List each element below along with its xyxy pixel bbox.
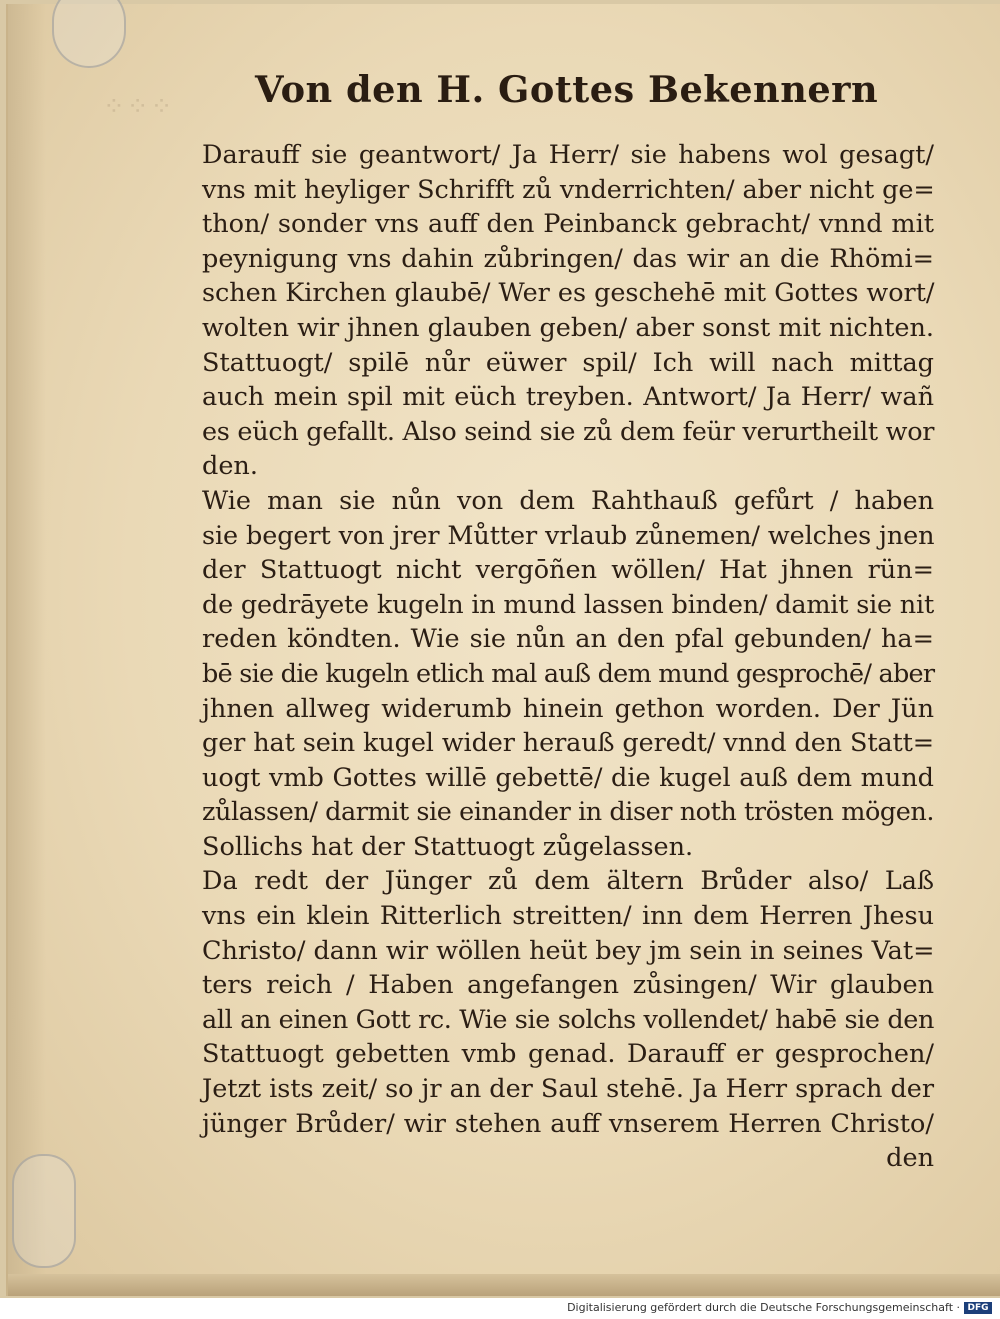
text-line: wolten wir jhnen glauben geben/ aber sonst mit nichten. xyxy=(202,312,934,343)
text-line: ger hat sein kugel wider herauß geredt/ vnnd den Statt= xyxy=(202,728,934,759)
text-line: Jetzt ists zeit/ so jr an der Saul stehē. Ja Herr sprach der xyxy=(202,1074,934,1105)
text-line: schen Kirchen glaubē/ Wer es geschehē mit Gottes wort/ xyxy=(202,278,935,309)
text-line: Darauff sie geantwort/ Ja Herr/ sie habens wol gesagt/ xyxy=(202,140,934,170)
catchword: den xyxy=(886,1143,934,1174)
text-line: Stattuogt/ spilē nůr eüwer spil/ Ich will nach mittag xyxy=(202,347,934,378)
text-line: de gedrāyete kugeln in mund lassen binden/ damit sie nit xyxy=(202,589,934,620)
text-line: jhnen allweg widerumb hinein gethon worden. Der Jün xyxy=(202,693,934,724)
text-line: Sollichs hat der Stattuogt zůgelassen. xyxy=(202,831,694,862)
text-line: der Stattuogt nicht vergōñen wöllen/ Hat jhnen rün= xyxy=(202,555,934,586)
binding-shadow xyxy=(8,4,46,1296)
text-line: thon/ sonder vns auff den Peinbanck gebracht/ vnnd mit xyxy=(202,209,934,240)
text-line: all an einen Gott rc. Wie sie solchs vollendet/ habē sie den xyxy=(202,1004,935,1035)
text-line: Da redt der Jünger zů dem ältern Brůder also/ Laß xyxy=(202,866,934,897)
bleed-through-text: ⁘⁘⁘ xyxy=(103,92,175,122)
running-head: Von den H. Gottes Bekennern xyxy=(255,68,879,111)
text-line: vns ein klein Ritterlich streitten/ inn dem Herren Jhesu xyxy=(202,901,934,932)
text-line: bē sie die kugeln etlich mal auß dem mund gesprochē/ aber xyxy=(202,658,935,689)
text-line: vns mit heyliger Schrifft zů vnderrichten/ aber nicht ge= xyxy=(202,174,935,205)
text-line: uogt vmb Gottes willē gebettē/ die kugel auß dem mund xyxy=(202,762,934,793)
funding-credit: Digitalisierung gefördert durch die Deutsche Forschungsgemeinschaft · xyxy=(567,1301,960,1314)
text-line: den. xyxy=(202,451,258,482)
text-line: sie begert von jrer Můtter vrlaub zůnemen/ welches jnen xyxy=(202,520,935,551)
text-line: ters reich / Haben angefangen zůsingen/ Wir glauben xyxy=(202,970,934,1001)
text-line: zůlassen/ darmit sie einander in diser noth trösten mögen. xyxy=(202,797,934,828)
text-line: jünger Brůder/ wir stehen auff vnserem Herren Christo/ xyxy=(202,1108,934,1139)
text-line: Christo/ dann wir wöllen heüt bey jm sein in seines Vat= xyxy=(202,935,935,966)
paper-clip-bottom xyxy=(12,1154,76,1268)
text-line: peynigung vns dahin zůbringen/ das wir an die Rhömi= xyxy=(202,243,934,274)
text-line: auch mein spil mit eüch treyben. Antwort/ Ja Herr/ wañ xyxy=(202,382,934,413)
paper-clip-top xyxy=(52,0,126,68)
dfg-logo: DFG xyxy=(964,1302,992,1314)
text-line: reden köndten. Wie sie nůn an den pfal gebunden/ ha= xyxy=(202,624,934,655)
text-line: es eüch gefallt. Also seind sie zů dem feür verurtheilt wor xyxy=(202,416,935,447)
body-text xyxy=(202,138,934,1176)
text-line: Stattuogt gebetten vmb genad. Darauff er gesprochen/ xyxy=(202,1039,934,1070)
page-bottom-edge xyxy=(8,1274,1000,1296)
text-line: Wie man sie nůn von dem Rahthauß gefůrt / haben xyxy=(202,485,934,516)
